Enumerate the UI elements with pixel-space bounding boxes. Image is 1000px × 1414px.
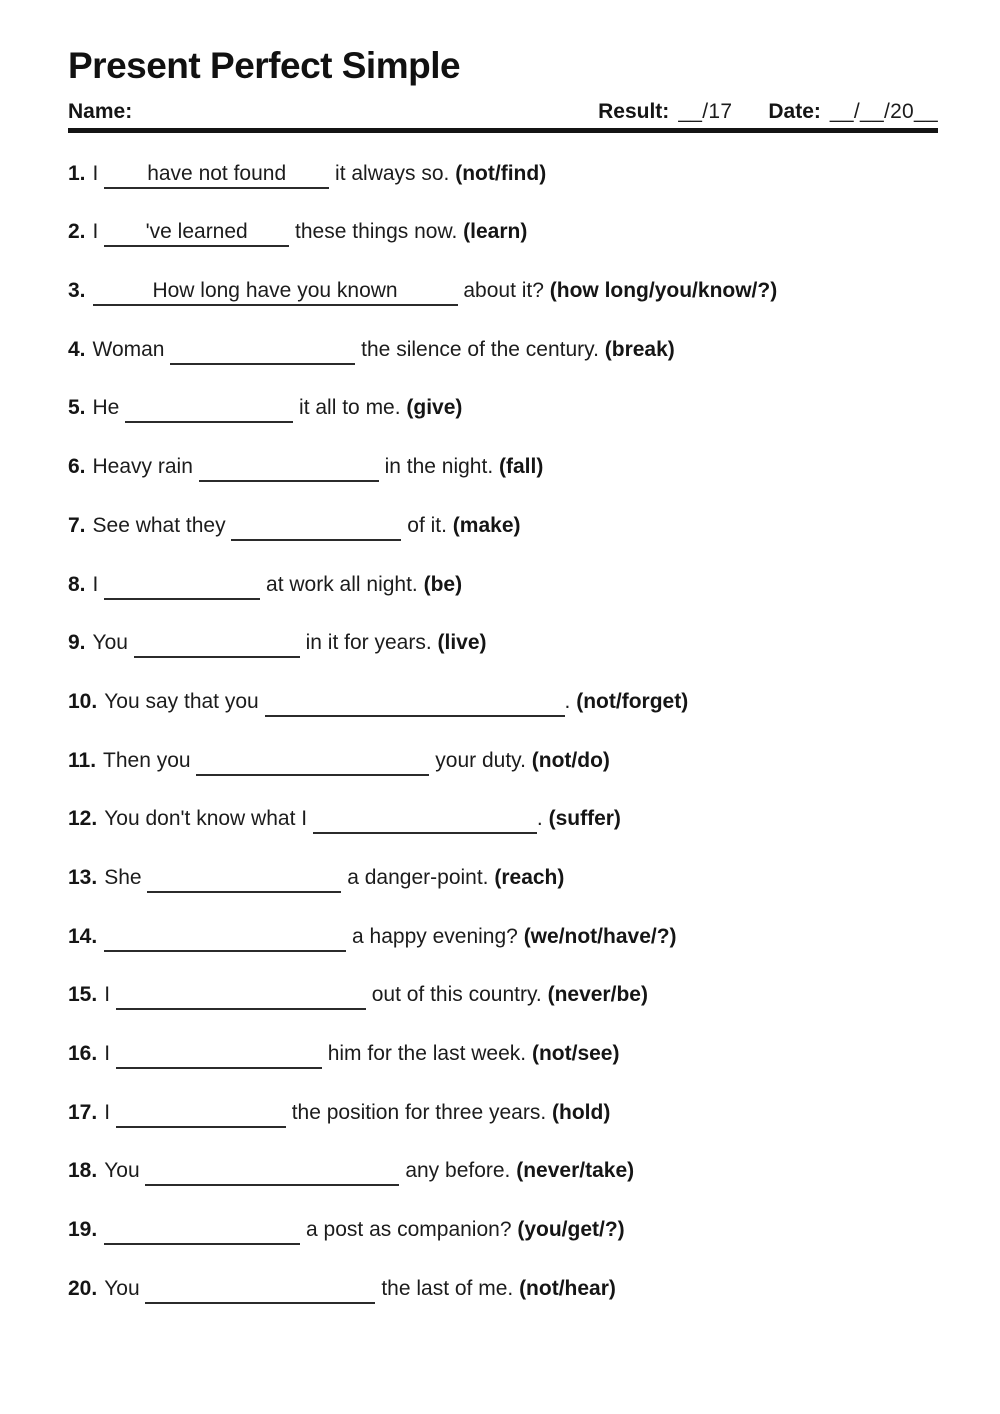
worksheet-title: Present Perfect Simple: [68, 45, 461, 86]
question-text: about it?: [457, 279, 550, 303]
question-row: [68, 688, 938, 747]
question-text: a danger-point.: [341, 865, 495, 889]
question-text: of it.: [401, 513, 453, 537]
question-text: He: [92, 396, 126, 420]
verb-hint: (not/forget): [576, 689, 689, 713]
verb-hint: (reach): [494, 865, 565, 889]
question-row: [68, 981, 938, 1040]
question-number: 1.: [68, 161, 86, 185]
question-number: 2.: [68, 220, 86, 244]
verb-hint: (fall): [498, 455, 544, 479]
result-field: [598, 100, 732, 124]
question-body: [93, 396, 463, 419]
question-text: You: [104, 1276, 146, 1300]
verb-hint: (make): [452, 513, 521, 537]
question-text: a happy evening?: [346, 924, 524, 948]
question-number: 6.: [68, 455, 86, 479]
question-text: You don't know what I: [104, 807, 313, 831]
answer-blank: [145, 1275, 375, 1304]
question-text: it all to me.: [293, 396, 407, 420]
question-number: 19.: [68, 1218, 98, 1242]
question-number: 4.: [68, 337, 86, 361]
answer-blank: [199, 453, 379, 482]
question-number: 16.: [68, 1042, 98, 1065]
question-text: I: [92, 572, 105, 596]
verb-hint: (how long/you/know/?): [549, 279, 778, 303]
question-text: the last of me.: [375, 1276, 520, 1300]
answer-blank: [104, 1216, 300, 1245]
question-row: [68, 923, 938, 982]
verb-hint: (give): [406, 396, 463, 420]
answer-blank: [104, 923, 346, 952]
question-row: [68, 512, 938, 571]
answer-blank-filled: 've learned: [104, 218, 289, 247]
verb-hint: (we/not/have/?): [523, 924, 677, 948]
verb-hint: (suffer): [548, 807, 621, 831]
verb-hint: (hold): [552, 1100, 611, 1124]
question-text: at work all night.: [260, 572, 424, 596]
verb-hint: (not/see): [531, 1042, 620, 1065]
question-body: [93, 220, 528, 243]
question-body: [104, 983, 648, 1006]
question-body: [93, 631, 487, 654]
question-text: See what they: [92, 513, 232, 537]
question-text: Woman: [92, 337, 171, 361]
question-text: out of this country.: [365, 983, 548, 1007]
answer-blank: [196, 747, 429, 776]
question-number: 10.: [68, 689, 98, 713]
question-number: 13.: [68, 865, 98, 889]
question-body: [93, 514, 521, 537]
question-number: 9.: [68, 631, 86, 655]
question-text: I: [92, 220, 105, 244]
question-text: .: [536, 807, 549, 831]
answer-blank: [134, 629, 300, 658]
question-text: .: [564, 689, 577, 713]
question-row: [68, 629, 938, 688]
question-text: your duty.: [429, 748, 532, 772]
question-row: [68, 277, 938, 336]
question-row: [68, 1275, 938, 1334]
verb-hint: (be): [423, 572, 463, 596]
question-body: [104, 1218, 624, 1241]
question-number: 8.: [68, 572, 86, 596]
question-body: [104, 690, 688, 713]
question-row: [68, 394, 938, 453]
question-number: 5.: [68, 396, 86, 420]
question-text: You say that you: [104, 689, 265, 713]
verb-hint: (break): [604, 337, 675, 361]
question-number: 14.: [68, 924, 98, 948]
question-body: [104, 866, 564, 889]
date-value: __/__/20__: [829, 99, 938, 123]
verb-hint: (never/take): [516, 1159, 635, 1183]
answer-blank: [265, 688, 565, 717]
question-body: [93, 455, 544, 478]
question-row: [68, 160, 938, 219]
question-text: any before.: [399, 1159, 517, 1183]
verb-hint: (not/hear): [519, 1276, 616, 1300]
question-number: 18.: [68, 1159, 98, 1183]
question-text: in it for years.: [299, 631, 438, 655]
question-text: these things now.: [289, 220, 464, 244]
verb-hint: (learn): [463, 220, 528, 244]
answer-blank: [116, 981, 366, 1010]
question-body: [93, 573, 463, 596]
question-number: 3.: [68, 279, 86, 303]
question-text: Then you: [103, 748, 197, 772]
question-text: him for the last week.: [321, 1042, 532, 1065]
question-row: [68, 571, 938, 630]
verb-hint: (live): [437, 631, 487, 655]
question-text: the position for three years.: [285, 1100, 553, 1124]
question-row: [68, 864, 938, 923]
question-number: 20.: [68, 1276, 98, 1300]
question-row: [68, 336, 938, 395]
question-row: [68, 747, 938, 806]
question-body: [103, 749, 610, 772]
question-number: 17.: [68, 1100, 98, 1124]
verb-hint: (not/find): [455, 161, 547, 185]
question-text: I: [104, 983, 116, 1007]
answer-blank: [145, 1157, 399, 1186]
question-row: [68, 218, 938, 277]
result-date-group: [598, 100, 938, 124]
question-body: [93, 279, 778, 302]
header-divider: [68, 128, 938, 133]
question-text: She: [104, 865, 148, 889]
question-text: a post as companion?: [300, 1218, 518, 1242]
question-number: 7.: [68, 513, 86, 537]
question-row: [68, 1040, 938, 1099]
question-body: [104, 1101, 610, 1124]
answer-blank: [125, 394, 293, 423]
question-text: Heavy rain: [92, 455, 199, 479]
answer-blank: [147, 864, 341, 893]
answer-blank: [116, 1040, 322, 1069]
question-body: [104, 1277, 616, 1300]
question-text: You: [104, 1159, 146, 1183]
question-number: 15.: [68, 983, 98, 1007]
question-text: I: [92, 161, 105, 185]
result-value: __/17: [678, 99, 733, 123]
answer-blank: [313, 805, 537, 834]
answer-blank-filled: How long have you known: [93, 277, 458, 306]
question-text: it always so.: [329, 161, 456, 185]
question-text: I: [104, 1042, 116, 1065]
question-body: [104, 1042, 619, 1065]
question-number: 11.: [68, 748, 97, 772]
name-label: Name:: [68, 99, 133, 123]
question-body: [104, 1159, 634, 1182]
question-text: in the night.: [378, 455, 499, 479]
question-text: the silence of the century.: [355, 337, 605, 361]
verb-hint: (you/get/?): [517, 1218, 625, 1242]
question-body: [104, 925, 676, 948]
question-row: [68, 1216, 938, 1275]
verb-hint: (never/be): [547, 983, 648, 1007]
question-body: [104, 807, 621, 830]
header-meta-row: [68, 100, 938, 124]
answer-blank: [116, 1099, 286, 1128]
result-label: Result:: [598, 99, 670, 123]
verb-hint: (not/do): [531, 748, 610, 772]
answer-blank: [170, 336, 355, 365]
question-body: [93, 162, 547, 185]
question-row: [68, 1099, 938, 1158]
question-list: [68, 160, 938, 1334]
question-row: [68, 453, 938, 512]
answer-blank: [231, 512, 401, 541]
date-field: [768, 100, 938, 124]
answer-blank: [104, 571, 260, 600]
question-row: [68, 805, 938, 864]
answer-blank-filled: have not found: [104, 160, 329, 189]
question-body: [93, 338, 675, 361]
question-number: 12.: [68, 807, 98, 831]
question-text: I: [104, 1100, 116, 1124]
question-row: [68, 1157, 938, 1216]
question-text: You: [92, 631, 134, 655]
date-label: Date:: [768, 99, 821, 123]
